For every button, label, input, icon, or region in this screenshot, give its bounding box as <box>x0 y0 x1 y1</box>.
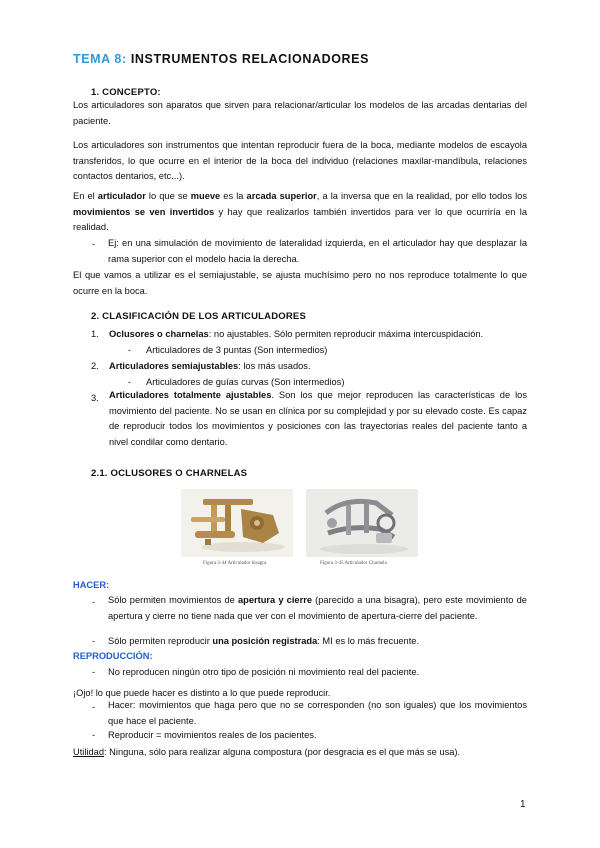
list-item: Oclusores o charnelas: no ajustables. Sólo permiten reproducir máxima intercuspidación. <box>109 329 484 339</box>
section-heading-concepto: 1. CONCEPTO: <box>91 87 161 98</box>
hacer-label: HACER: <box>73 580 110 590</box>
bullet-dash: - <box>128 345 132 355</box>
bullet-text: Sólo permiten movimientos de apertura y cierre (parecido a una bisagra), pero este movimiento de apertura y cierre no tiene nada que ver con el movimiento de apertura-cierre del paciente. <box>108 595 527 621</box>
list-number: 3. <box>91 393 99 403</box>
bullet-dash: - <box>92 667 96 677</box>
bullet-text: Reproducir = movimientos reales de los pacientes. <box>108 730 317 740</box>
list-item: Articuladores semiajustables: los más usados. <box>109 361 311 371</box>
list-subitem: Articuladores de guías curvas (Son intermedios) <box>146 377 345 387</box>
list-subitem: Articuladores de 3 puntas (Son intermedios) <box>146 345 328 355</box>
bullet-dash: - <box>92 730 96 740</box>
page-number: 1 <box>520 799 526 810</box>
bullet-dash: - <box>92 636 96 646</box>
paragraph: El que vamos a utilizar es el semiajustable, se ajusta muchísimo pero no nos reproduce totalmente lo que ocurre en la boca. <box>73 270 527 296</box>
bullet-dash: - <box>128 377 132 387</box>
paragraph-articulador: En el articulador lo que se mueve es la arcada superior, a la inversa que en la realidad, por ello todos los movimientos se ven invertidos y hay que realizarlos también invertidos para ver lo que ocurriría en la realidad. <box>73 191 527 233</box>
section-heading-clasificacion: 2. CLASIFICACIÓN DE LOS ARTICULADORES <box>91 311 306 322</box>
articulador-charnela-image <box>306 489 418 557</box>
bullet-text: Sólo permiten reproducir una posición registrada: MI es lo más frecuente. <box>108 636 420 646</box>
figure-caption: Figura 3-45 Articulador Charnela <box>320 561 387 566</box>
bullet-dash: - <box>92 597 96 607</box>
bullet-text: Hacer: movimientos que haga pero que no se corresponden (no son iguales) que los movimientos que hace el paciente. <box>108 700 527 726</box>
list-number: 2. <box>91 361 99 371</box>
bullet-dash: - <box>92 702 96 712</box>
bullet-dash: - <box>92 239 96 249</box>
paragraph: Los articuladores son instrumentos que intentan reproducir fuera de la boca, mediante modelos de escayola transferidos, lo que ocurre en el interior de la boca del individuo (relaciones maxilar-mandíbula, relaciones contactos dentarios, etc...). <box>73 140 527 182</box>
section-heading-oclusores: 2.1. OCLUSORES O CHARNELAS <box>91 468 248 479</box>
list-number: 1. <box>91 329 99 339</box>
list-item: Articuladores totalmente ajustables. Son los que mejor reproducen las características de los movimiento del paciente. No se usan en clínica por su complejidad y por su elevado coste. Es capaz de reproducir todos los movimientos y posiciones con las trayectorias reales del paciente tanto a nivel condilar como dentario. <box>109 390 528 447</box>
bullet-text: No reproducen ningún otro tipo de posición ni movimiento real del paciente. <box>108 667 420 677</box>
paragraph: Los articuladores son aparatos que sirven para relacionar/articular los modelos de las arcadas dentarias del paciente. <box>73 100 527 126</box>
bullet-text: Ej: en una simulación de movimiento de lateralidad izquierda, en el articulador hay que desplazar la rama superior con el modelo hacia la derecha. <box>108 238 527 264</box>
note-text: ¡Ojo! lo que puede hacer es distinto a lo que puede reproducir. <box>73 688 331 698</box>
utilidad-text: Utilidad: Ninguna, sólo para realizar alguna compostura (por desgracia es el que más se usa). <box>73 747 461 757</box>
figure-caption: Figura 3-44 Articulador bisagra <box>203 561 267 566</box>
page-title: TEMA 8: INSTRUMENTOS RELACIONADORES <box>73 52 370 66</box>
articulador-bisagra-image <box>181 489 293 557</box>
reproduccion-label: REPRODUCCIÓN: <box>73 651 153 661</box>
